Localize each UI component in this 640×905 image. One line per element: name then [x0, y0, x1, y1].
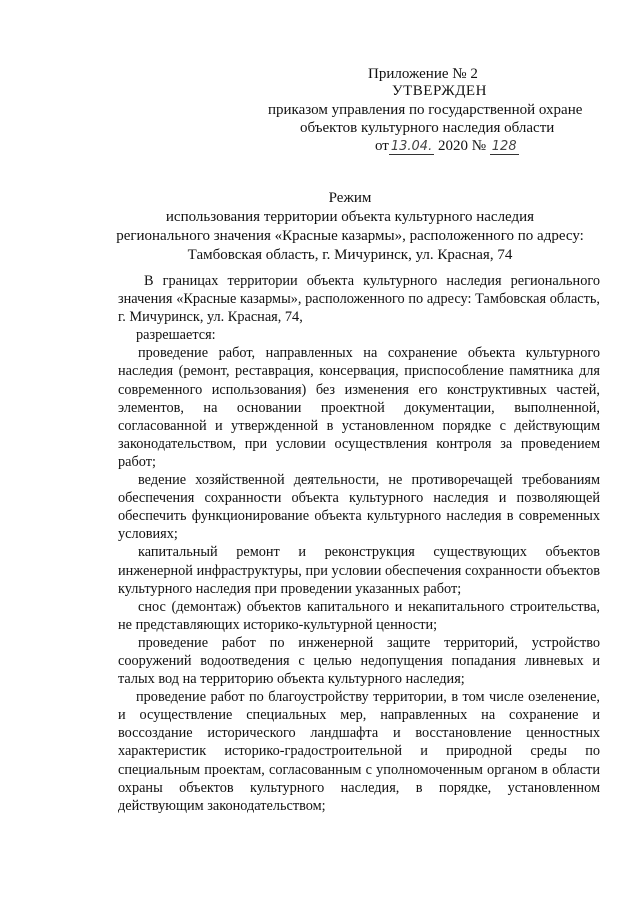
- document-body: [118, 272, 600, 815]
- order-number-sign: №: [471, 138, 487, 154]
- order-from: от: [375, 138, 389, 154]
- appendix-label: Приложение № 2: [368, 66, 478, 82]
- intro-paragraph: В границах территории объекта культурного наследия регионального значения «Красные казармы», расположенного по адресу: Тамбовская область, г. Мичуринск, ул. Красная, 74,: [118, 273, 600, 326]
- order-line-2: объектов культурного наследия области: [300, 120, 555, 136]
- document-title: [90, 189, 610, 265]
- list-item: проведение работ по благоустройству территории, в том числе озеленение, и осуществление специальных мер, направленных на сохранение и воссоздание исторического ландшафта и восстановление ценностных характеристик историко-градостроительной и природной среды по специальным проектам, согласованным с уполномоченным органом в области охраны объектов культурного наследия, в порядке, установленном действующим законодательством;: [118, 689, 600, 814]
- order-date-line: [375, 138, 519, 155]
- title-line-1: Режим: [328, 190, 372, 206]
- order-line-1: приказом управления по государственной охране: [268, 102, 583, 118]
- approved-label: УТВЕРЖДЕН: [392, 83, 487, 99]
- order-number-handwritten: 128: [491, 139, 517, 154]
- order-year: 2020: [437, 138, 468, 154]
- list-item: ведение хозяйственной деятельности, не противоречащей требованиям обеспечения сохранности объекта культурного наследия и позволяющей обеспечить функционирование объекта культурного наследия в современных условиях;: [118, 472, 600, 543]
- title-line-3: регионального значения «Красные казармы», расположенного по адресу:: [116, 228, 584, 244]
- list-item: проведение работ по инженерной защите территорий, устройство сооружений водоотведения с целью недопущения попадания ливневых и талых вод на территорию объекта культурного наследия;: [118, 634, 600, 688]
- title-line-4: Тамбовская область, г. Мичуринск, ул. Красная, 74: [187, 247, 513, 263]
- permitted-label: разрешается:: [136, 327, 216, 344]
- list-item: проведение работ, направленных на сохранение объекта культурного наследия (ремонт, реставрация, консервация, приспособление памятника для современного использования) без изменения его конструктивных частей, элементов, на основании проектной документации, выполненной, согласованной и утвержденной в установленном порядке с действующим законодательством, при условии осуществления контроля за проведением работ;: [118, 345, 600, 470]
- order-date-handwritten: 13.04.: [390, 139, 433, 154]
- title-line-2: использования территории объекта культурного наследия: [165, 209, 535, 225]
- list-item: капитальный ремонт и реконструкция существующих объектов инженерной инфраструктуры, при условии обеспечения сохранности объектов культурного наследия при проведении указанных работ;: [118, 544, 600, 597]
- list-item: снос (демонтаж) объектов капитального и некапитального строительства, не представляющих историко-культурной ценности;: [118, 598, 600, 633]
